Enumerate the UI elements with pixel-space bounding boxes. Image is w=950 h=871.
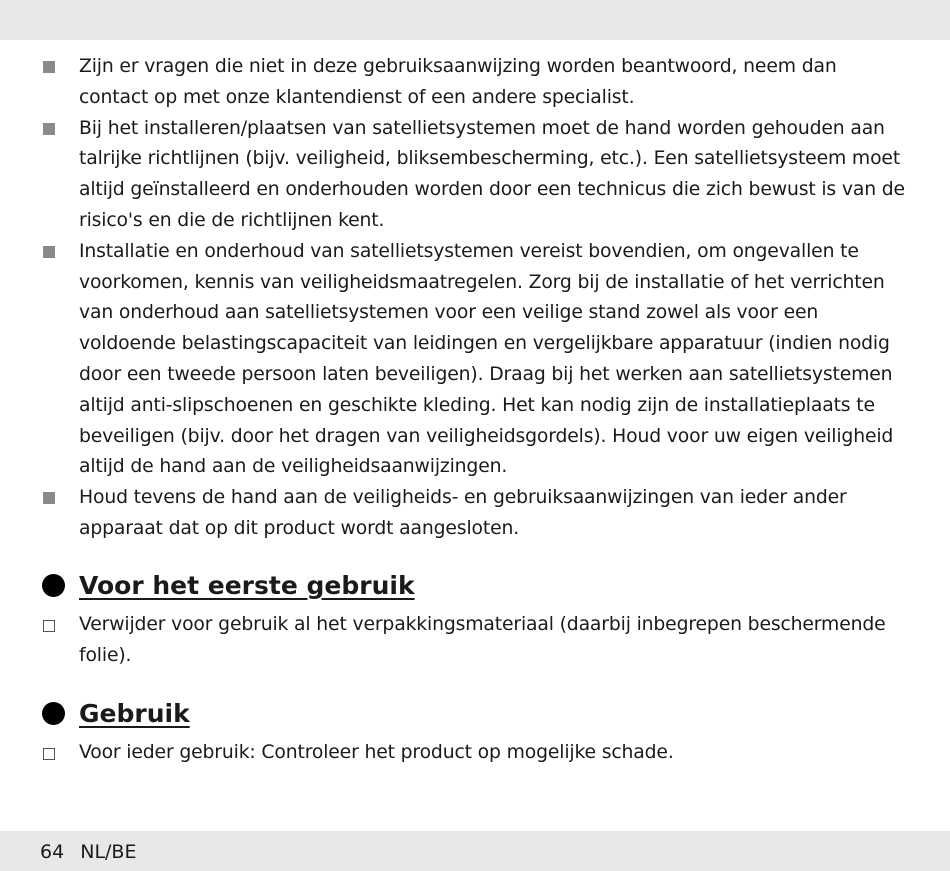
square-bullet-icon bbox=[43, 246, 55, 258]
safety-notes-list bbox=[40, 52, 910, 545]
page-number: 64 bbox=[40, 841, 65, 863]
top-margin-band bbox=[0, 0, 950, 40]
list-item bbox=[40, 237, 910, 483]
page-content bbox=[40, 52, 910, 769]
list-item-text: Verwijder voor gebruik al het verpakkingsmateriaal (daarbij inbegrepen beschermende folie). bbox=[79, 613, 886, 666]
square-bullet-icon bbox=[43, 61, 55, 73]
checkbox-icon bbox=[43, 620, 55, 632]
section-heading-use bbox=[40, 697, 910, 731]
square-bullet-icon bbox=[43, 492, 55, 504]
list-item-text: Houd tevens de hand aan de veiligheids- en gebruiksaanwijzingen van ieder ander apparaat dat op dit product wordt aangesloten. bbox=[79, 487, 847, 539]
section-heading-text: Voor het eerste gebruik bbox=[79, 570, 415, 600]
section-heading-text: Gebruik bbox=[79, 699, 190, 729]
checkbox-icon bbox=[43, 748, 55, 760]
list-item-text: Zijn er vragen die niet in deze gebruiksaanwijzing worden beantwoord, neem dan contact op met onze klantendienst of een andere specialist. bbox=[79, 56, 837, 108]
list-item-text: Installatie en onderhoud van satellietsystemen vereist bovendien, om ongevallen te voorkomen, kennis van veiligheidsmaatregelen. Zorg bij de installatie of het verrichten van onderhoud aan satellietsystemen voor een veilige stand zowel als voor een voldoende belastingscapaciteit van leidingen en vergelijkbare apparatuur (indien nodig door een tweede persoon laten beveiligen). Draag bij het werken aan satellietsystemen altijd anti-slipschoenen en geschikte kleding. Het kan nodig zijn de installatieplaats te beveiligen (bijv. door het dragen van veiligheidsgordels). Houd voor uw eigen veiligheid altijd de hand aan de veiligheidsaanwijzingen. bbox=[79, 240, 894, 478]
list-item bbox=[40, 483, 910, 545]
list-item bbox=[40, 114, 910, 237]
list-item-text: Bij het installeren/plaatsen van satellietsystemen moet de hand worden gehouden aan talrijke richtlijnen (bijv. veiligheid, bliksembescherming, etc.). Een satellietsysteem moet altijd geïnstalleerd en onderhouden worden door een technicus die zich bewust is van de risico's en die de richtlijnen kent. bbox=[79, 117, 905, 231]
list-item bbox=[40, 52, 910, 114]
square-bullet-icon bbox=[43, 123, 55, 135]
page-footer bbox=[40, 838, 146, 866]
list-item-text: Voor ieder gebruik: Controleer het product op mogelijke schade. bbox=[79, 742, 674, 764]
locale-label: NL/BE bbox=[80, 841, 137, 863]
list-item bbox=[40, 738, 910, 769]
circle-bullet-icon bbox=[42, 702, 65, 725]
first-use-checklist bbox=[40, 610, 910, 672]
use-checklist bbox=[40, 738, 910, 769]
list-item bbox=[40, 610, 910, 672]
section-heading-first-use bbox=[40, 569, 910, 603]
circle-bullet-icon bbox=[42, 574, 65, 597]
